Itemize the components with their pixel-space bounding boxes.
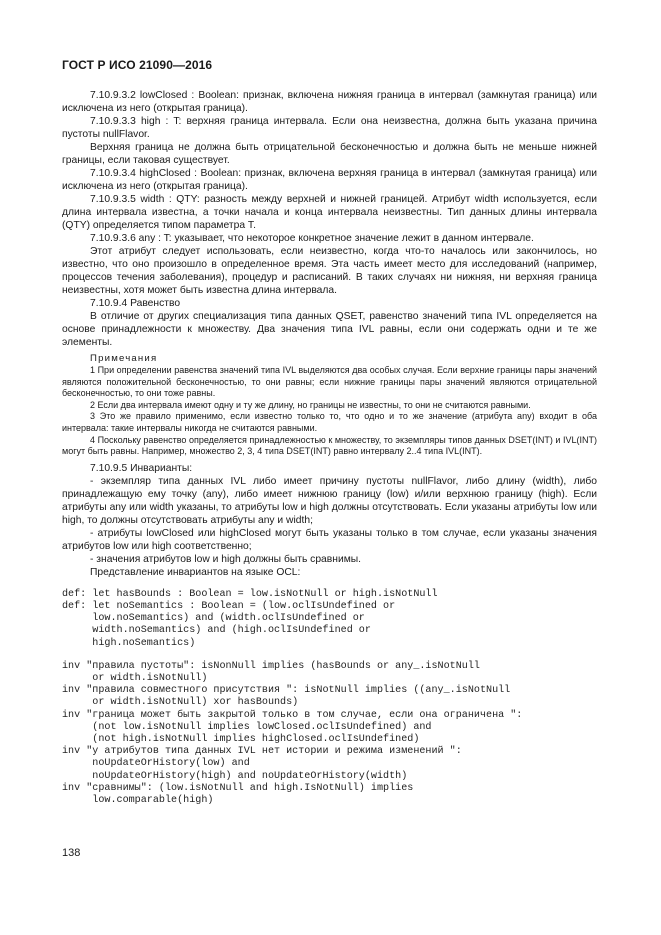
paragraph: В отличие от других специализация типа данных QSET, равенство значений типа IVL определяется на основе принадлежности к множеству. Два значения типа IVL равны, если они содержать одни и те же элементы. [62, 311, 597, 348]
note-item: 2 Если два интервала имеют одну и ту же длину, но границы не известны, то они не считаются равными. [90, 399, 531, 410]
paragraph: - экземпляр типа данных IVL либо имеет причину пустоты nullFlavor, либо длину (width), либо принадлежащую ему точку (any), либо имеет нижнюю границу (low) и/или верхнюю границу (high). Если атрибуты any или width указаны, то атрибуты low и high должны отсутствовать. Если указаны атрибуты low или high, то должны отсутствовать атрибуты any и width; [62, 475, 597, 526]
note-item: 4 Поскольку равенство определяется принадлежностью к множеству, то экземпляры типов данных DSET(INT) и IVL(INT) могут быть равны. Например, множество 2, 3, 4 типа DSET(INT) равно интервалу 2..4 типа IVL(INT). [62, 434, 597, 457]
section-heading: 7.10.9.5 Инварианты: [90, 462, 193, 474]
document-header: ГОСТ Р ИСО 21090—2016 [62, 58, 213, 72]
page-number: 138 [62, 847, 81, 859]
notes-title: Примечания [90, 353, 158, 364]
note-item: 1 При определении равенства значений типа IVL выделяются два особых случая. Если верхние границы пары значений являются положительной бесконечностью, то они равны; если нижние границы пары значений являются отрицательной бесконечностью, то они тоже равны. [62, 365, 597, 399]
paragraph: 7.10.9.3.5 width : QTY: разность между верхней и нижней границей. Атрибут width используется, если длина интервала известна, а точки начала и конца интервала неизвестны. Тип данных длины интервала (QTY) определяется типом параметра T. [62, 194, 597, 231]
section-heading: 7.10.9.4 Равенство [90, 298, 181, 309]
paragraph: 7.10.9.3.6 any : T: указывает, что некоторое конкретное значение лежит в данном интервале. [90, 233, 534, 244]
paragraph: 7.10.9.3.3 high : T: верхняя граница интервала. Если она неизвестна, должна быть указана причина пустоты nullFlavor. [62, 116, 597, 140]
ocl-code-block-invariants: inv "правила пустоты": isNonNull implies (hasBounds or any_.isNotNull or width.isNotNull) inv "правила совместного присутствия ": isNotNull implies ((any_.isNotNull or width.isNotNull) xor hasBounds) inv "граница может быть закрытой только в том случае, если она ограничена ": (not low.isNotNull implies lowClosed.oclIsUndefined) and (not high.isNotNull implies highClosed.oclIsUndefined) inv "у атрибутов типа данных IVL нет истории и режима изменений ": noUpdateOrHistory(low) and noUpdateOrHistory(high) and noUpdateOrHistory(width) inv "сравнимы": (low.isNotNull and high.IsNotNull) implies low.comparable(high) [62, 660, 523, 806]
paragraph: Этот атрибут следует использовать, если неизвестно, когда что-то началось или закончилось, но известно, что оно произошло в определенное время. Эта часть имеет место для исследований (например, процессов течения заболевания), процедур и расписаний. В таких случаях ни нижняя, ни верхняя граница неизвестны, хотя может быть известна длина интервала. [62, 246, 597, 296]
paragraph: Верхняя граница не должна быть отрицательной бесконечностью и должна быть не меньше нижней границы, если таковая существует. [62, 142, 597, 166]
paragraph: 7.10.9.3.4 highClosed : Boolean: признак, включена верхняя граница в интервал (замкнутая граница) или исключена из него (открытая граница). [62, 168, 597, 192]
note-item: 3 Это же правило применимо, если известно только то, что одно и то же значение (атрибута any) входит в оба интервала: такие интервалы никогда не считаются равными. [62, 411, 597, 433]
ocl-code-block-definitions: def: let hasBounds : Boolean = low.isNotNull or high.isNotNull def: let noSemantics : Boolean = (low.oclIsUndefined or low.noSemantics) and (width.oclIsUndefined or width.noSemantics) and (high.oclIsUndefined or high.noSemantics) [62, 588, 438, 649]
paragraph: 7.10.9.3.2 lowClosed : Boolean: признак, включена нижняя граница в интервал (замкнутая граница) или исключена из него (открытая граница). [62, 90, 597, 114]
page-body [62, 89, 597, 807]
paragraph: Представление инвариантов на языке OCL: [90, 566, 301, 578]
paragraph: - атрибуты lowClosed или highClosed могут быть указаны только в том случае, если указаны значения атрибутов low или high соответственно; [62, 527, 597, 552]
paragraph: - значения атрибутов low и high должны быть сравнимы. [90, 553, 362, 565]
